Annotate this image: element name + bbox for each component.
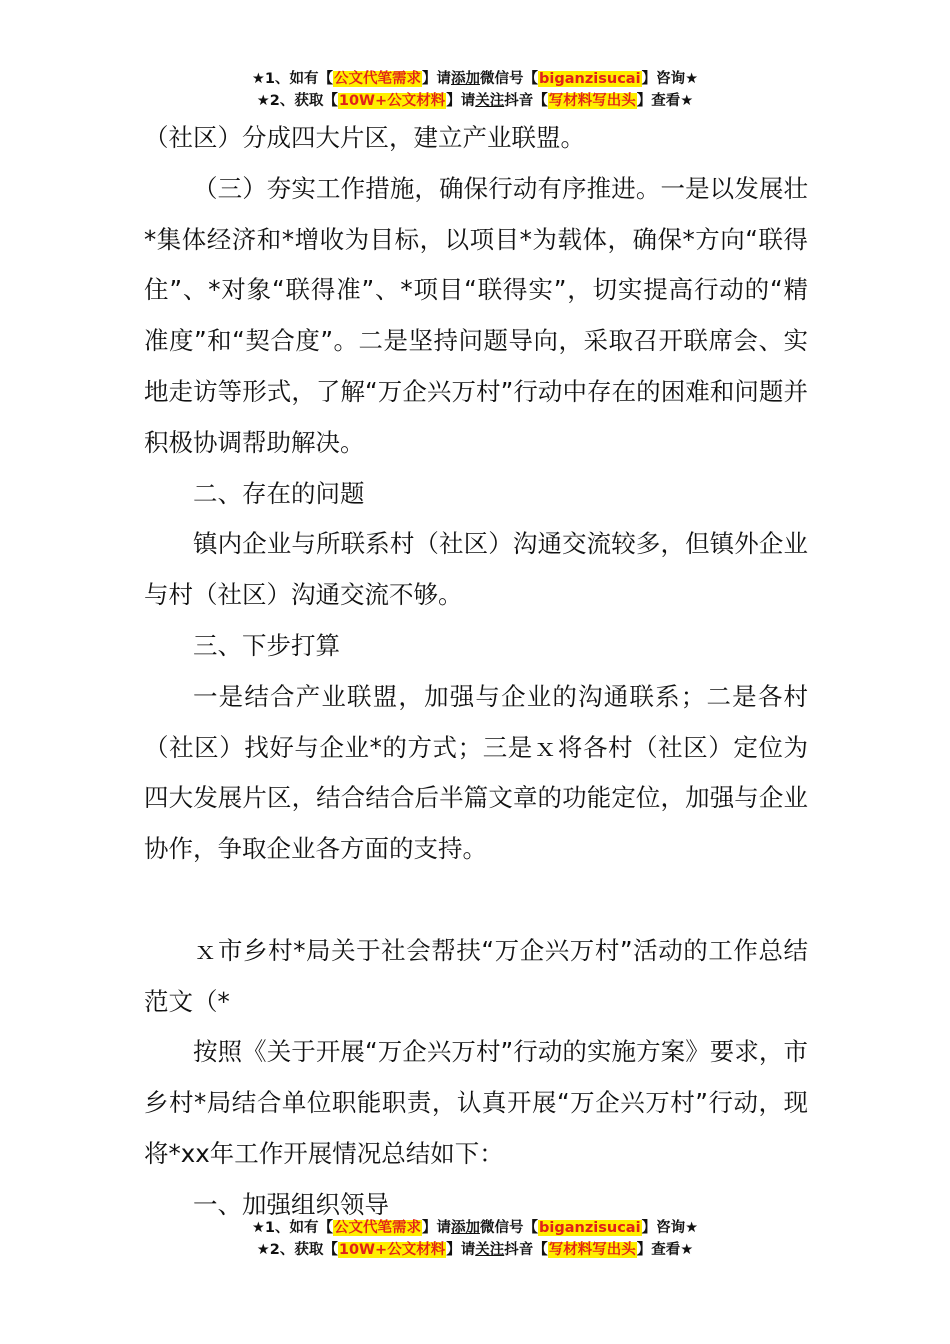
section-heading: 三、下步打算 bbox=[193, 630, 340, 660]
highlight-douyin-account: 写材料写出头 bbox=[548, 93, 636, 109]
highlight-wechat-id: biganzisucai bbox=[539, 71, 641, 87]
document-title: ｘ市乡村*局关于社会帮扶“万企兴万村”活动的工作总结范文（* bbox=[144, 935, 808, 1016]
paragraph: （三）夯实工作措施，确保行动有序推进。一是以发展壮*集体经济和*增收为目标，以项目*为载体，确保*方向“联得住”、*对象“联得准”、*项目“联得实”，切实提高行动的“精准度”和“契合度”。二是坚持问题导向，采取召开联席会、实地走访等形式，了解“万企兴万村”行动中存在的困难和问题并积极协调帮助解决。 bbox=[144, 173, 808, 457]
paragraph: 一是结合产业联盟，加强与企业的沟通联系；二是各村（社区）找好与企业*的方式；三是ｘ将各村（社区）定位为四大发展片区，结合结合后半篇文章的功能定位，加强与企业协作，争取企业各方面的支持。 bbox=[144, 681, 808, 864]
promo-line-2: ★2、获取【10W+公文材料】请关注抖音【写材料写出头】查看★ bbox=[256, 1242, 694, 1258]
promo-banner-top bbox=[0, 68, 950, 112]
paragraph: 镇内企业与所联系村（社区）沟通交流较多，但镇外企业与村（社区）沟通交流不够。 bbox=[144, 529, 808, 610]
promo-line-1: ★1、如有【公文代笔需求】请添加微信号【biganzisucai】咨询★ bbox=[251, 71, 699, 87]
highlight-service: 公文代笔需求 bbox=[334, 71, 422, 87]
blank-line bbox=[144, 875, 808, 926]
paragraph: 按照《关于开展“万企兴万村”行动的实施方案》要求，市乡村*局结合单位职能职责，认真开展“万企兴万村”行动，现将*xx年工作开展情况总结如下： bbox=[144, 1037, 808, 1168]
highlight-service: 公文代笔需求 bbox=[334, 1220, 422, 1236]
highlight-materials: 10W+公文材料 bbox=[338, 1242, 446, 1258]
section-heading: 一、加强组织领导 bbox=[193, 1189, 389, 1219]
section-heading: 二、存在的问题 bbox=[193, 478, 365, 508]
highlight-douyin-account: 写材料写出头 bbox=[548, 1242, 636, 1258]
highlight-materials: 10W+公文材料 bbox=[338, 93, 446, 109]
paragraph: （社区）分成四大片区，建立产业联盟。 bbox=[144, 123, 585, 152]
document-body bbox=[144, 113, 808, 1231]
promo-banner-bottom bbox=[0, 1217, 950, 1261]
promo-line-2: ★2、获取【10W+公文材料】请关注抖音【写材料写出头】查看★ bbox=[256, 93, 694, 109]
highlight-wechat-id: biganzisucai bbox=[539, 1220, 641, 1236]
promo-line-1: ★1、如有【公文代笔需求】请添加微信号【biganzisucai】咨询★ bbox=[251, 1220, 699, 1236]
